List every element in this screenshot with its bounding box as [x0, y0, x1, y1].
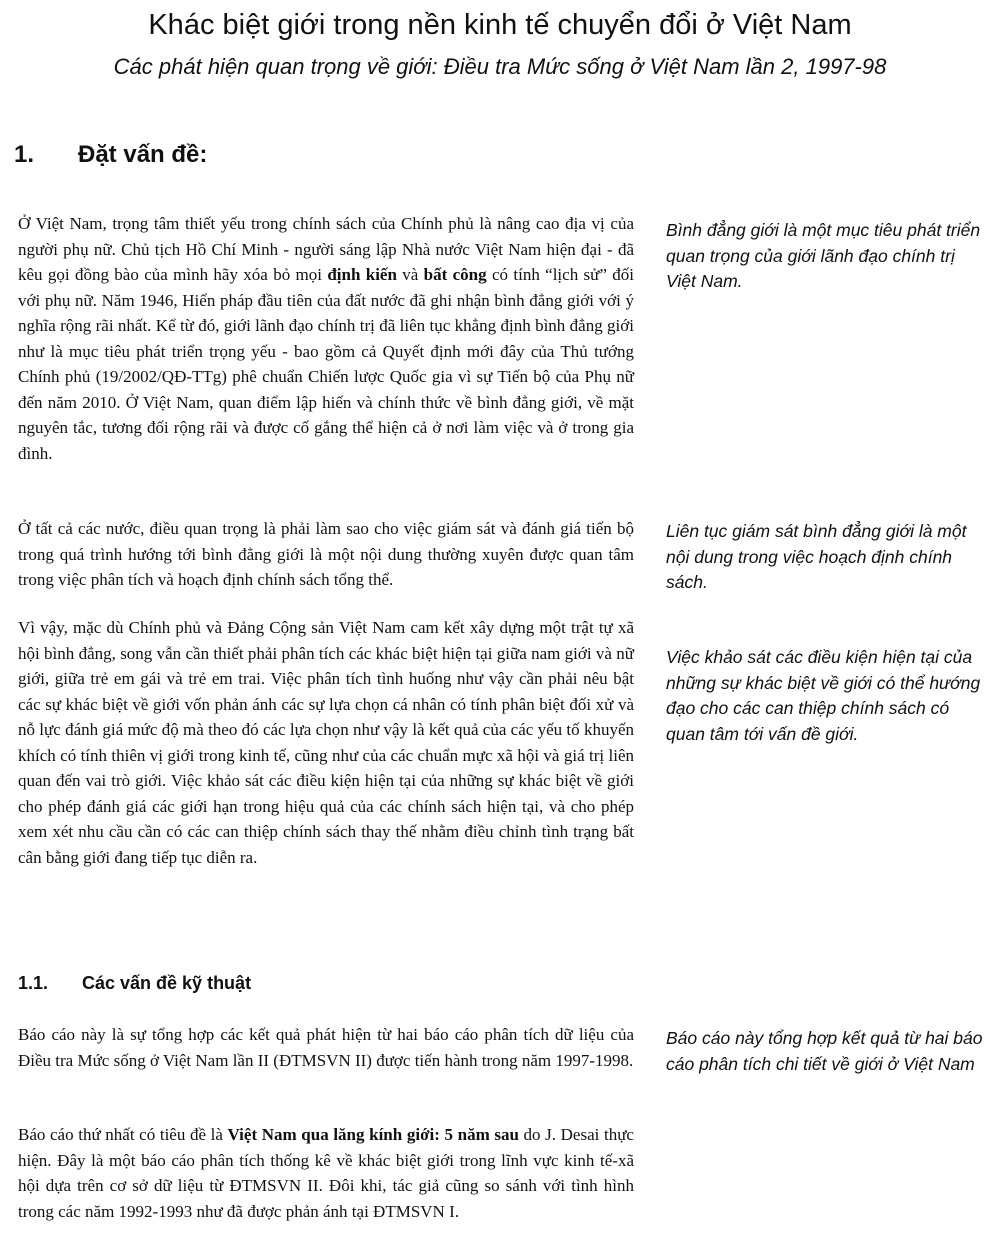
section-1-heading: Đặt vấn đề:: [78, 141, 208, 168]
paragraph-technical: Báo cáo này là sự tổng hợp các kết quả phát hiện từ hai báo cáo phân tích dữ liệu của Điều tra Mức sống ở Việt Nam lần II (ĐTMSVN II) được tiến hành trong năm 1997-1998.: [18, 1025, 634, 1070]
sidenote-monitoring: Liên tục giám sát bình đẳng giới là một nội dung trong việc hoạch định chính sách.: [666, 521, 967, 592]
paragraph-analysis: Vì vậy, mặc dù Chính phủ và Đảng Cộng sản Việt Nam cam kết xây dựng một trật tự xã hội bình đẳng, song vẫn cần thiết phải phân tích các khác biệt hiện tại giữa nam giới và nữ giới, giữa trẻ em gái và trẻ em trai. Việc phân tích tình huống như vậy cần phải nêu bật các sự khác biệt về giới vốn phản ánh các sự lựa chọn cá nhân có tính phân biệt đối xử và nỗ lực đánh giá mức độ mà theo đó các lựa chọn như vậy là kết quả của các yếu tố khuyến khích có tính thiên vị giới trong kinh tế, cũng như của các chuẩn mực xã hội và giá trị liên quan đến vai trò giới. Việc khảo sát các điều kiện hiện tại của những sự khác biệt về giới cho phép đánh giá các giới hạn trong hiệu quả của các chính sách hiện tại, và cho phép xem xét nhu cầu cần có các can thiệp chính sách thay thế nhằm điều chỉnh tình trạng bất cân bằng giới đang tiếp tục diễn ra.: [18, 618, 634, 867]
paragraph-monitoring: Ở tất cả các nước, điều quan trọng là phải làm sao cho việc giám sát và đánh giá tiến bộ trong quá trình hướng tới bình đẳng giới là một nội dung thường xuyên được quan tâm trong việc phân tích và hoạch định chính sách tổng thể.: [18, 519, 634, 589]
sidenote-report-summary: Báo cáo này tổng hợp kết quả từ hai báo cáo phân tích chi tiết về giới ở Việt Nam: [666, 1028, 983, 1074]
document-subtitle: Các phát hiện quan trọng về giới: Điều tra Mức sống ở Việt Nam lần 2, 1997-98: [113, 54, 887, 79]
sidenote-gender-equality-goal: Bình đẳng giới là một mục tiêu phát triển quan trọng của giới lãnh đạo chính trị Việt Nam.: [666, 220, 981, 291]
paragraph-intro: Ở Việt Nam, trọng tâm thiết yếu trong chính sách của Chính phủ là nâng cao địa vị của người phụ nữ. Chủ tịch Hồ Chí Minh - người sáng lập Nhà nước Việt Nam hiện đại - đã kêu gọi đồng bào của mình hãy xóa bỏ mọi định kiến và bất công có tính “lịch sử” đối với phụ nữ. Năm 1946, Hiến pháp đầu tiên của đất nước đã ghi nhận bình đẳng giới với ý nghĩa rộng rãi nhất. Kể từ đó, giới lãnh đạo chính trị đã liên tục khẳng định bình đẳng giới như là mục tiêu phát triển trọng yếu - bao gồm cả Quyết định mới đây của Thủ tướng Chính phủ (19/2002/QĐ-TTg) phê chuẩn Chiến lược Quốc gia vì sự Tiến bộ của Phụ nữ đến năm 2010. Ở Việt Nam, quan điểm lập hiến và chính thức về bình đẳng giới, về mặt nguyên tắc, tương đối rộng rãi và được cố gắng thể hiện cả ở nơi làm việc và ở trong gia đình.: [18, 214, 634, 463]
section-1-1-number: 1.1.: [18, 973, 49, 993]
sidenote-survey-guidance: Việc khảo sát các điều kiện hiện tại của những sự khác biệt về giới có thể hướng đạo cho các can thiệp chính sách có quan tâm tới vấn đề giới.: [666, 647, 981, 744]
section-1-number: 1.: [14, 141, 35, 168]
document-title: Khác biệt giới trong nền kinh tế chuyển đổi ở Việt Nam: [148, 9, 852, 41]
section-1-1-heading: Các vấn đề kỹ thuật: [82, 973, 252, 993]
paragraph-first-report: Báo cáo thứ nhất có tiêu đề là Việt Nam qua lăng kính giới: 5 năm sau do J. Desai thực hiện. Đây là một báo cáo phân tích thống kê về khác biệt giới trong lĩnh vực kinh tế-xã hội dựa trên cơ sở dữ liệu từ ĐTMSVN II. Đôi khi, tác giả cũng so sánh với tình hình trong các năm 1992-1993 như đã được phản ánh tại ĐTMSVN I.: [18, 1125, 634, 1221]
